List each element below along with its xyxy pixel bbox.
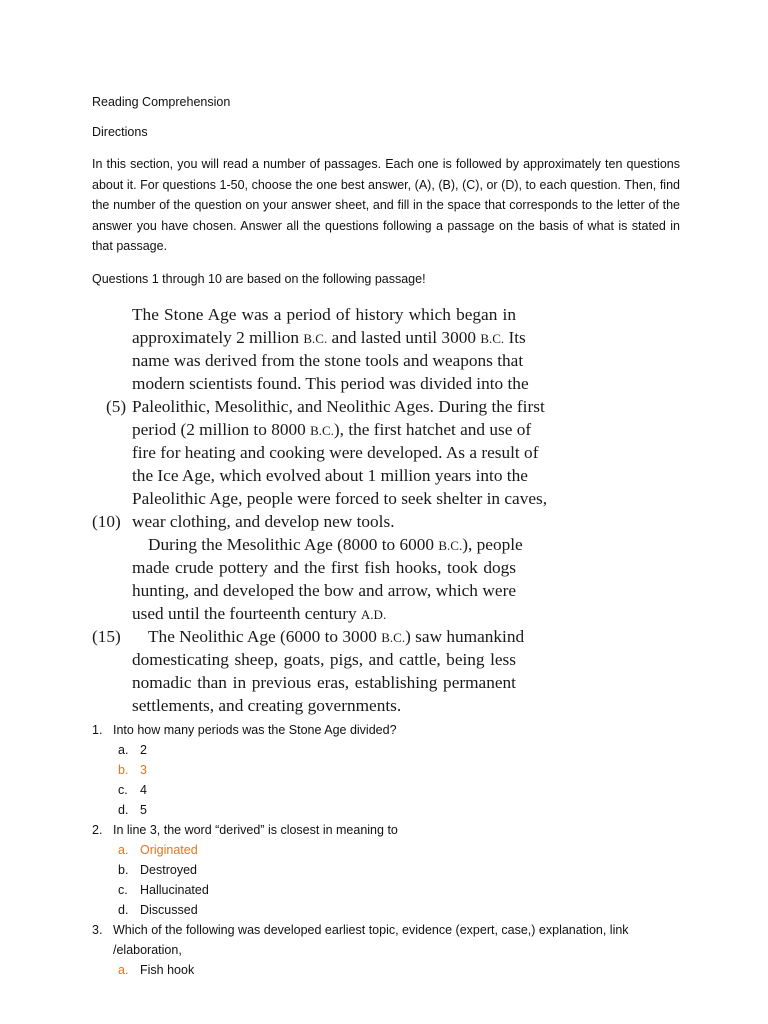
passage-intro: Questions 1 through 10 are based on the following passage! — [92, 271, 426, 286]
passage-line: used until the fourteenth century A.D. — [132, 603, 387, 623]
passage-line: During the Mesolithic Age (8000 to 6000 B.C.), people — [148, 534, 523, 554]
line-number: (15) — [92, 626, 121, 646]
passage-line: domesticating sheep, goats, pigs, and cattle, being less — [132, 649, 516, 669]
passage-line: fire for heating and cooking were developed. As a result of — [132, 442, 539, 462]
answer-option[interactable]: a. Fish hook — [118, 962, 195, 977]
document-title: Reading Comprehension — [92, 95, 231, 109]
answer-option[interactable]: c. Hallucinated — [118, 882, 209, 897]
question-item — [92, 820, 680, 840]
answer-option[interactable]: d. Discussed — [118, 902, 198, 917]
document-page — [92, 94, 680, 980]
question-text: In line 3, the word “derived” is closest in meaning to — [113, 822, 398, 837]
reading-passage — [92, 303, 680, 715]
question-number: 2. — [92, 822, 103, 837]
passage-line: The Stone Age was a period of history which began in — [132, 304, 516, 324]
passage-line: period (2 million to 8000 B.C.), the first hatchet and use of — [132, 419, 532, 439]
question-number: 3. — [92, 922, 103, 937]
passage-line: modern scientists found. This period was divided into the — [132, 373, 529, 393]
question-text: Which of the following was developed earliest topic, evidence (expert, case,) explanation, link /elaboration, — [113, 922, 629, 957]
directions-text: In this section, you will read a number of passages. Each one is followed by approximately ten questions about it. For questions 1-50, choose the one best answer, (A), (B), (C), or (D), to each question. Then, find the number of the question on your answer sheet, and fill in the space that corresponds to the letter of the answer you have chosen. Answer all the questions following a passage on the basis of what is stated in that passage. — [92, 157, 680, 253]
answer-option[interactable]: a. 2 — [118, 742, 147, 757]
passage-line: made crude pottery and the first fish hooks, took dogs — [132, 557, 516, 577]
question-text: Into how many periods was the Stone Age divided? — [113, 722, 397, 737]
answer-option[interactable]: d. 5 — [118, 802, 147, 817]
line-number: (5) — [106, 396, 127, 416]
passage-line: name was derived from the stone tools and weapons that — [132, 350, 524, 370]
answer-options — [92, 960, 680, 980]
answer-option[interactable]: c. 4 — [118, 782, 147, 797]
passage-line: Paleolithic, Mesolithic, and Neolithic Ages. During the first — [132, 396, 545, 416]
answer-option[interactable]: b. Destroyed — [118, 862, 197, 877]
directions-heading: Directions — [92, 125, 148, 139]
passage-line: approximately 2 million B.C. and lasted until 3000 B.C. Its — [132, 327, 526, 347]
answer-option-correct[interactable]: a. Originated — [118, 842, 198, 857]
line-number: (10) — [92, 511, 121, 531]
passage-line: settlements, and creating governments. — [132, 695, 402, 715]
answer-options — [92, 840, 680, 920]
passage-line: the Ice Age, which evolved about 1 million years into the — [132, 465, 528, 485]
passage-line: nomadic than in previous eras, establishing permanent — [132, 672, 516, 692]
passage-line: The Neolithic Age (6000 to 3000 B.C.) saw humankind — [148, 626, 525, 646]
passage-line: hunting, and developed the bow and arrow, which were — [132, 580, 516, 600]
question-item — [92, 920, 680, 960]
answer-options — [92, 740, 680, 820]
passage-line: Paleolithic Age, people were forced to seek shelter in caves, — [132, 488, 548, 508]
answer-option-correct[interactable]: b. 3 — [118, 762, 147, 777]
question-number: 1. — [92, 722, 103, 737]
question-list — [92, 720, 680, 980]
question-item — [92, 720, 680, 740]
passage-line: wear clothing, and develop new tools. — [132, 511, 395, 531]
